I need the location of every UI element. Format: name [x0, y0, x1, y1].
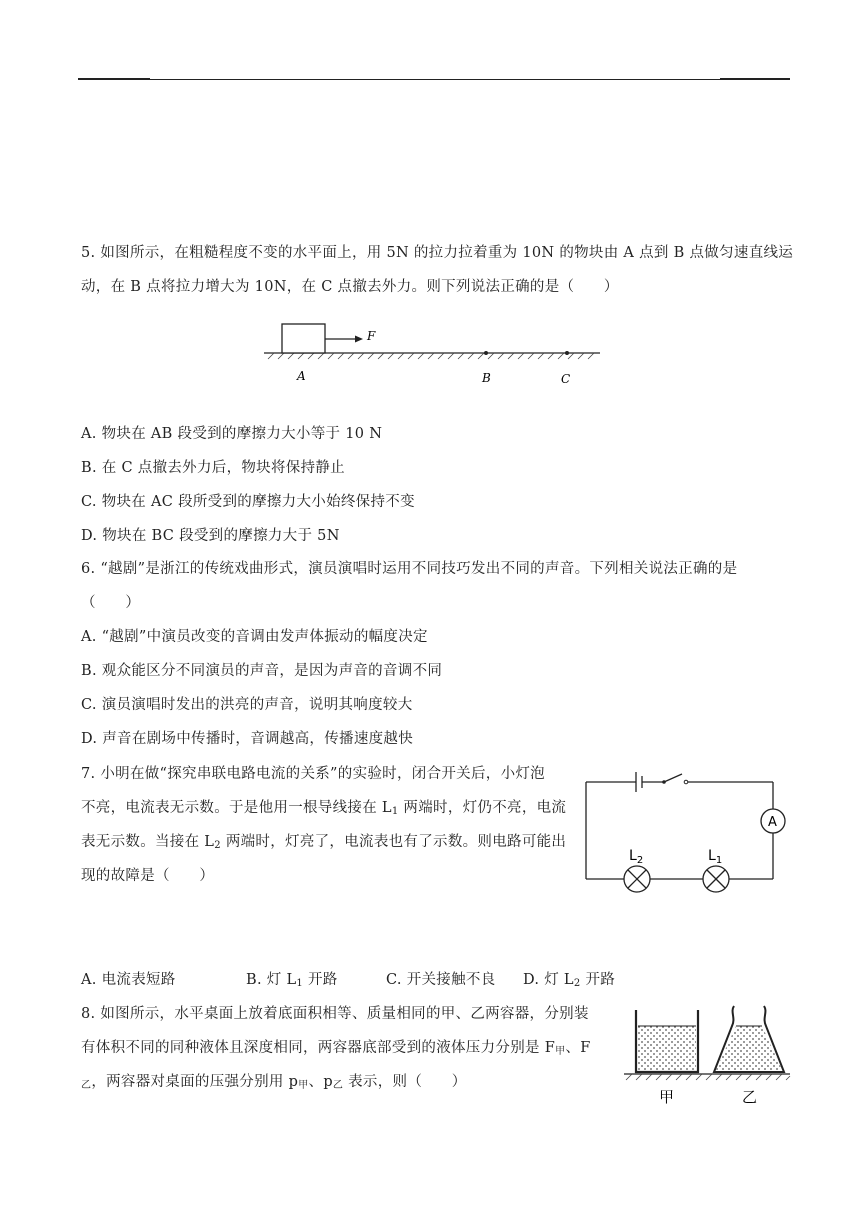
q6-option-c: C. 演员演唱时发出的洪亮的声音，说明其响度较大	[81, 697, 413, 713]
q7-option-a: A. 电流表短路	[81, 972, 176, 988]
q6-stem-line1: 6. “越剧”是浙江的传统戏曲形式，演员演唱时运用不同技巧发出不同的声音。下列相关说法正确的是	[81, 561, 738, 577]
header-rule-right	[720, 78, 790, 80]
q5-stem-line2: 动，在 B 点将拉力增大为 10N，在 C 点撤去外力。则下列说法正确的是（ ）	[81, 279, 619, 295]
lamp-l1-symbol	[703, 866, 729, 892]
q5-option-a: A. 物块在 AB 段受到的摩擦力大小等于 10 N	[81, 426, 383, 442]
q7-stem-line4: 现的故障是（ ）	[81, 868, 215, 884]
switch-blade	[664, 774, 682, 782]
ground-hatch	[268, 353, 594, 359]
q6-option-b: B. 观众能区分不同演员的声音，是因为声音的音调不同	[81, 663, 443, 679]
point-b-label: B	[482, 371, 491, 385]
q8-stem-line1: 8. 如图所示，水平桌面上放着底面积相等、质量相同的甲、乙两容器，分别装	[81, 1006, 589, 1022]
q8-stem-line2: 有体积不同的同种液体且深度相同，两容器底部受到的液体压力分别是 $F_甲$、F	[81, 1040, 591, 1057]
q6-option-d: D. 声音在剧场中传播时，音调越高，传播速度越快	[81, 731, 414, 747]
container-yi-label: 乙	[742, 1088, 758, 1106]
switch-pivot	[662, 780, 666, 784]
q5-option-c: C. 物块在 AC 段所受到的摩擦力大小始终保持不变	[81, 494, 415, 510]
header-rule-left	[78, 78, 150, 80]
point-c-label: C	[561, 372, 571, 386]
force-label: F	[367, 329, 376, 343]
switch-contact	[684, 780, 688, 784]
q8-containers-figure	[622, 998, 792, 1108]
q7-option-b: B. 灯 $L_1$ 开路	[246, 972, 338, 989]
q5-option-d: D. 物块在 BC 段受到的摩擦力大于 5N	[81, 528, 340, 544]
q7-circuit-figure	[582, 770, 792, 890]
block	[282, 324, 325, 353]
q7-stem-line2: 不亮，电流表无示数。于是他用一根导线接在 $L_1$ 两端时，灯仍不亮，电流	[81, 800, 567, 817]
q6-stem-line2: （ ）	[81, 595, 141, 611]
container-yi	[714, 1006, 784, 1072]
q5-option-b: B. 在 C 点撤去外力后，物块将保持静止	[81, 460, 345, 476]
q7-stem-line1: 7. 小明在做“探究串联电路电流的关系”的实验时，闭合开关后，小灯泡	[81, 766, 545, 782]
lamp-l2-symbol	[624, 866, 650, 892]
point-b-dot	[484, 351, 488, 355]
header-rule-middle	[150, 79, 720, 80]
q7-option-c: C. 开关接触不良	[386, 972, 496, 988]
force-arrowhead	[355, 336, 363, 343]
lamp-l1-label: $L_1$	[708, 848, 723, 866]
q8-stem-line3: $_乙$，两容器对桌面的压强分别用 $p_甲$、$p_乙$ 表示，则（ ）	[81, 1074, 467, 1091]
q6-option-a: A. “越剧”中演员改变的音调由发声体振动的幅度决定	[81, 629, 428, 645]
ammeter-label: A	[768, 815, 777, 830]
table-hatch	[626, 1074, 790, 1080]
point-c-dot	[565, 351, 569, 355]
q7-option-d: D. 灯 $L_2$ 开路	[523, 972, 616, 989]
container-jia-label: 甲	[659, 1088, 675, 1106]
container-jia	[636, 1010, 698, 1072]
q5-stem-line1: 5. 如图所示，在粗糙程度不变的水平面上，用 5N 的拉力拉着重为 10N 的物块由 A 点到 B 点做匀速直线运	[81, 245, 794, 261]
lamp-l2-label: $L_2$	[629, 848, 644, 866]
q5-figure	[262, 318, 602, 388]
q7-stem-line3: 表无示数。当接在 $L_2$ 两端时，灯亮了，电流表也有了示数。则电路可能出	[81, 834, 567, 851]
point-a-label: A	[297, 369, 306, 383]
